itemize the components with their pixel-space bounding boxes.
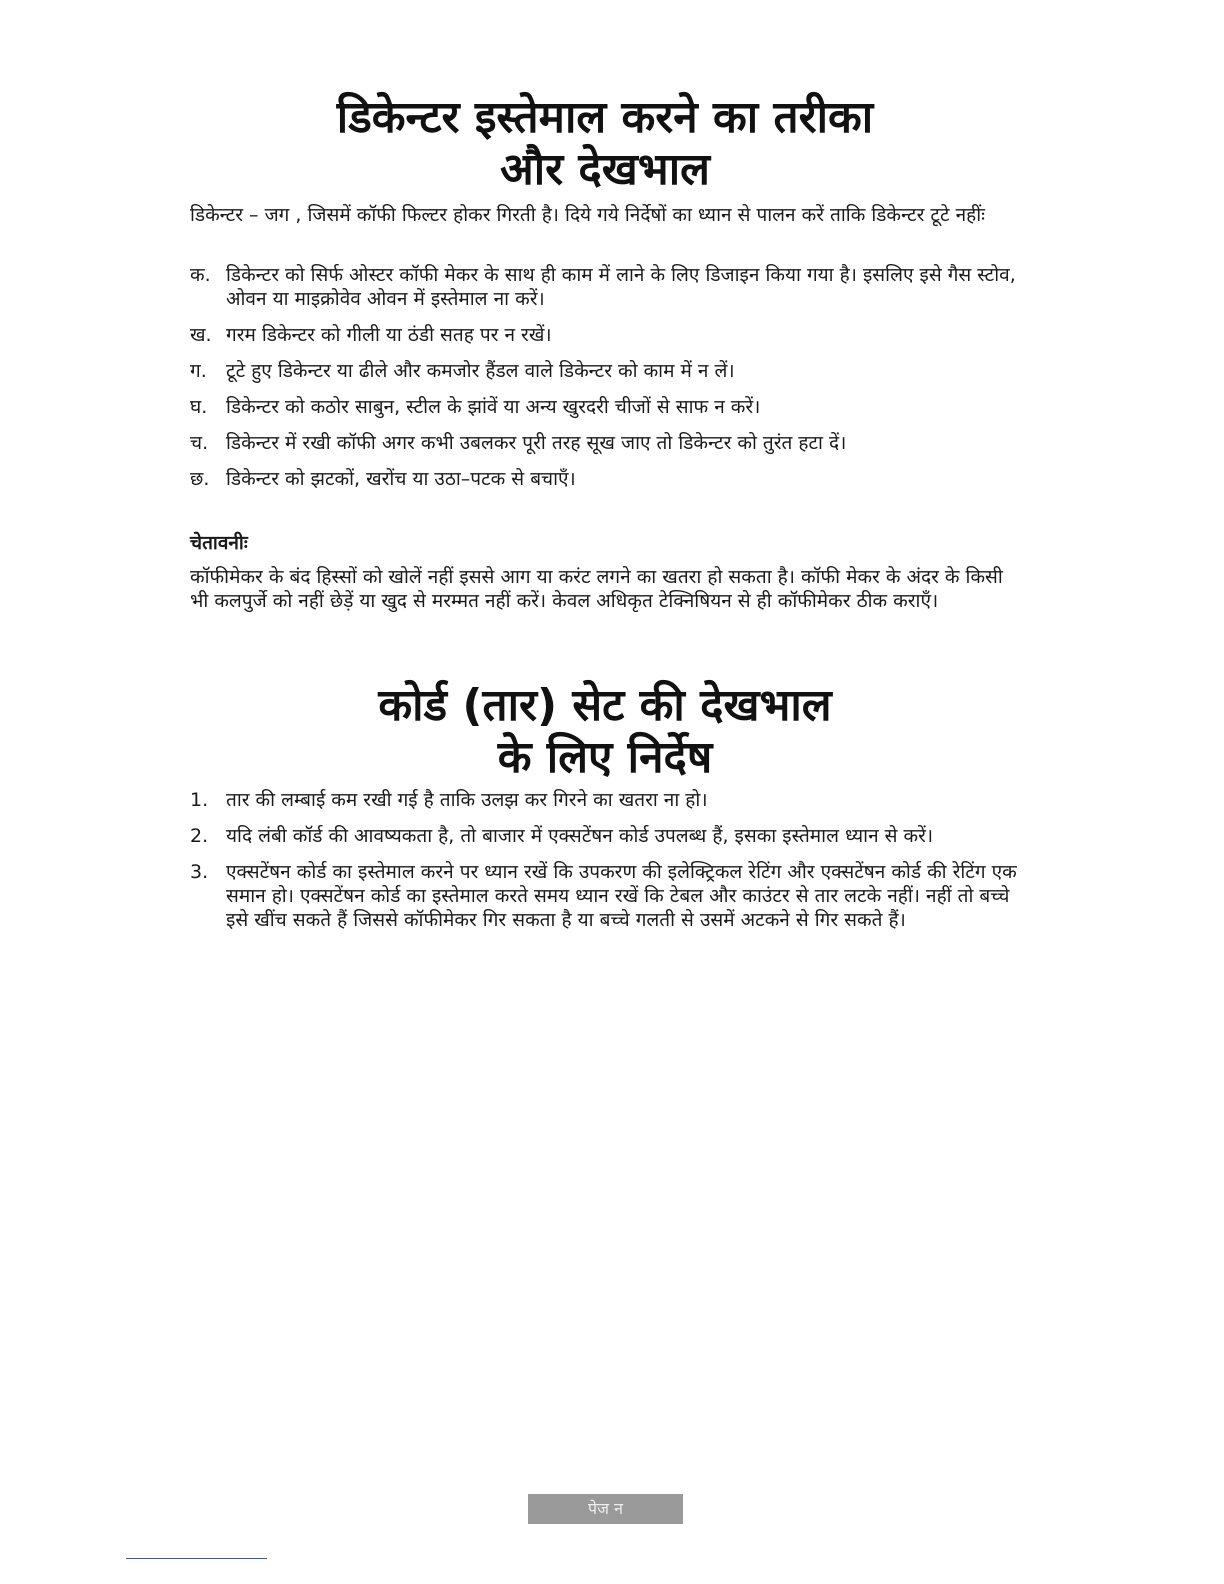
list-item [190,359,1020,383]
list-marker: घ. [190,396,208,418]
list-item-text: टूटे हुए डिकेन्टर या ढीले और कमजोर हैंडल वाले डिकेन्टर को काम में न लें। [226,360,735,382]
list-marker: ख. [190,324,212,346]
section2-title [190,680,1020,784]
list-item-text: डिकेन्टर को सिर्फ ओस्टर कॉफी मेकर के साथ ही काम में लाने के लिए डिजाइन किया गया है। इसलिए इसे गैस स्टोव, ओवन या माइक्रोवेव ओवन में इस्तेमाल ना करें। [226,264,1016,310]
list-marker: 1. [190,789,209,811]
warning-text: कॉफीमेकर के बंद हिस्सों को खोलें नहीं इससे आग या करंट लगने का खतरा हो सकता है। कॉफी मेकर के अंदर के किसी भी कलपुर्जे को नहीं छेड़ें या खुद से मरम्मत नहीं करें। केवल अधिकृत टेक्निषियन से ही कॉफीमेकर ठीक कराएँ। [190,566,1003,612]
list-item [190,824,1020,848]
page-number-box: पेज न [528,1494,683,1524]
list-item [190,431,1020,455]
list-marker: छ. [190,468,210,490]
list-item-text: डिकेन्टर को झटकों, खरोंच या उठा–पटक से बचाएँ। [226,468,576,490]
list-item [190,788,1020,812]
list-marker: 2. [190,825,209,847]
section1-title-line2: और देखभाल [500,144,710,195]
section1-list [190,263,1020,503]
list-marker: क. [190,264,211,286]
list-item-text: गरम डिकेन्टर को गीली या ठंडी सतह पर न रखें। [226,324,552,346]
warning-heading: चेतावनीः [190,532,248,554]
list-item [190,395,1020,419]
section1-intro: डिकेन्टर – जग , जिसमें कॉफी फिल्टर होकर गिरती है। दिये गये निर्देषों का ध्यान से पालन करें ताकि डिकेन्टर टूटे नहींः [190,204,985,226]
list-item [190,860,1020,932]
list-item [190,263,1020,311]
list-item-text: यदि लंबी कॉर्ड की आवष्यकता है, तो बाजार में एक्सटेंषन कोर्ड उपलब्ध हैं, इसका इस्तेमाल ध्यान से करें। [226,825,934,847]
list-marker: च. [190,432,209,454]
footer-divider [126,1558,267,1559]
section1-title-line1: डिकेन्टर इस्तेमाल करने का तरीका [336,92,874,143]
list-marker: 3. [190,861,209,883]
list-item [190,323,1020,347]
section1-title [190,92,1020,196]
section2-title-line2: के लिए निर्देष [497,732,713,783]
list-item-text: डिकेन्टर में रखी कॉफी अगर कभी उबलकर पूरी तरह सूख जाए तो डिकेन्टर को तुरंत हटा दें। [226,432,847,454]
list-item-text: एक्सटेंषन कोर्ड का इस्तेमाल करने पर ध्यान रखें कि उपकरण की इलेक्ट्रिकल रेटिंग और एक्सटेंषन कोर्ड की रेटिंग एक समान हो। एक्सटेंषन कोर्ड का इस्तेमाल करते समय ध्यान रखें कि टेबल और काउंटर से तार लटके नहीं। नहीं तो बच्चे इसे खींच सकते हैं जिससे कॉफीमेकर गिर सकता है या बच्चे गलती से उसमें अटकने से गिर सकते हैं। [226,861,1017,931]
list-marker: ग. [190,360,207,382]
list-item [190,467,1020,491]
section2-list [190,788,1020,944]
list-item-text: तार की लम्बाई कम रखी गई है ताकि उलझ कर गिरने का खतरा ना हो। [226,789,708,811]
section2-title-line1: कोर्ड (तार) सेट की देखभाल [378,680,832,731]
list-item-text: डिकेन्टर को कठोर साबुन, स्टील के झांवें या अन्य खुरदरी चीजों से साफ न करें। [226,396,761,418]
